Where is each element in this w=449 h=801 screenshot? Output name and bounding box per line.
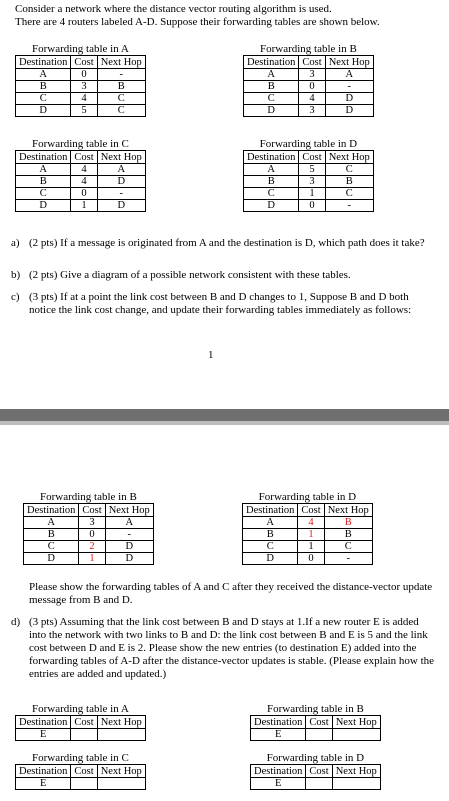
table-cell: - [325,200,373,212]
table-cell: A [24,517,79,529]
table-cell: - [97,69,145,81]
table-cell: E [16,778,71,790]
table-b-updated [23,491,154,565]
forwarding-table [250,715,381,741]
table-cell: 4 [71,176,97,188]
table-title: Forwarding table in D [259,138,358,150]
forwarding-table [15,150,146,212]
column-header: Next Hop [105,504,153,517]
table-d-new-entry [250,752,381,790]
question-label: d) [11,616,21,628]
table-row [243,553,373,565]
table-row [243,541,373,553]
question-label: c) [11,291,20,303]
table-cell: B [243,529,298,541]
page-separator [0,409,449,425]
table-cell: C [324,541,372,553]
intro-line-2: There are 4 routers labeled A-D. Suppose their forwarding tables are shown below. [15,16,380,28]
table-cell: C [325,164,373,176]
column-header: Cost [306,765,332,778]
table-cell: D [16,105,71,117]
table-cell: E [16,729,71,741]
table-b-initial [243,43,374,117]
table-cell: 0 [71,188,97,200]
table-cell: 4 [299,93,325,105]
table-cell: - [325,81,373,93]
table-cell: - [324,553,372,565]
table-d-initial [243,138,374,212]
column-header: Next Hop [325,56,373,69]
table-cell: 3 [299,176,325,188]
column-header: Destination [244,151,299,164]
table-row [243,517,373,529]
table-c-initial [15,138,146,212]
forwarding-table [243,150,374,212]
table-cell: A [16,69,71,81]
table-cell: B [325,176,373,188]
column-header: Cost [71,151,97,164]
question-b [11,269,436,282]
table-title: Forwarding table in B [39,491,137,503]
table-cell: C [325,188,373,200]
column-header: Cost [306,716,332,729]
table-cell: 3 [299,69,325,81]
after-update-instruction [29,581,434,607]
table-cell: E [251,778,306,790]
table-row [16,93,146,105]
table-cell: D [105,553,153,565]
table-row [16,729,146,741]
table-row [16,188,146,200]
table-row [16,200,146,212]
table-cell: 0 [299,200,325,212]
table-cell: D [97,176,145,188]
instruction-text: Please show the forwarding tables of A and C after they received the distance-vector update message from B and D. [29,581,433,606]
column-header: Next Hop [325,151,373,164]
table-title: Forwarding table in C [31,752,129,764]
table-cell: - [97,188,145,200]
table-title: Forwarding table in D [266,752,365,764]
column-header: Cost [298,504,324,517]
table-cell [306,729,332,741]
table-cell: A [244,69,299,81]
table-cell: B [16,81,71,93]
forwarding-table [250,764,381,790]
table-cell: 0 [299,81,325,93]
table-cell: - [105,529,153,541]
table-cell: D [325,105,373,117]
table-cell: D [105,541,153,553]
table-cell: B [244,176,299,188]
table-b-new-entry [250,703,381,741]
table-cell: A [105,517,153,529]
changed-value: 1 [298,529,324,541]
table-cell: D [97,200,145,212]
table-row [24,553,154,565]
table-cell: A [325,69,373,81]
table-title: Forwarding table in C [31,138,129,150]
table-row [244,176,374,188]
question-d [11,616,436,681]
table-cell: B [324,529,372,541]
table-row [16,176,146,188]
table-cell: B [97,81,145,93]
forwarding-table [242,503,373,565]
table-cell: 1 [298,541,324,553]
column-header: Next Hop [324,504,372,517]
table-cell: A [97,164,145,176]
column-header: Cost [299,56,325,69]
table-title: Forwarding table in B [259,43,357,55]
table-cell: 3 [299,105,325,117]
table-title: Forwarding table in D [258,491,357,503]
col-destination: Destination [16,56,71,69]
table-row [244,164,374,176]
table-cell: 3 [71,81,97,93]
table-cell: D [244,200,299,212]
forwarding-table [23,503,154,565]
table-cell: D [244,105,299,117]
table-row [244,69,374,81]
column-header: Cost [79,504,105,517]
table-row [244,105,374,117]
table-cell [97,778,145,790]
table-cell: C [16,93,71,105]
table-row [24,529,154,541]
table-cell: C [97,105,145,117]
table-d-updated [242,491,373,565]
table-cell: 4 [71,164,97,176]
table-cell: C [244,188,299,200]
column-header: Destination [243,504,298,517]
table-cell [71,729,97,741]
table-row [244,81,374,93]
table-row [16,105,146,117]
table-cell: C [243,541,298,553]
table-cell: B [16,176,71,188]
table-title: Forwarding table in B [266,703,364,715]
table-row [16,81,146,93]
table-cell: 3 [79,517,105,529]
changed-value: 4 [298,517,324,529]
forwarding-table [15,764,146,790]
column-header: Destination [24,504,79,517]
table-cell: 1 [299,188,325,200]
page-number: 1 [208,349,214,361]
table-cell: 0 [79,529,105,541]
question-text: (2 pts) If a message is originated from A and the destination is D, which path does it take? [29,237,425,249]
table-cell: 0 [298,553,324,565]
table-cell [332,729,380,741]
table-cell: A [243,517,298,529]
table-title: Forwarding table in A [31,43,129,55]
table-cell: A [244,164,299,176]
forwarding-table [15,715,146,741]
question-label: b) [11,269,21,281]
table-cell: C [97,93,145,105]
column-header: Next Hop [97,716,145,729]
table-cell: B [24,529,79,541]
document-page-2 [0,425,449,801]
table-cell: 0 [71,69,97,81]
table-row [243,529,373,541]
table-cell: D [325,93,373,105]
table-title: Forwarding table in A [31,703,129,715]
column-header: Destination [16,151,71,164]
column-header: Next Hop [97,765,145,778]
table-c-new-entry [15,752,146,790]
table-cell: D [16,200,71,212]
col-next-hop: Next Hop [97,56,145,69]
forwarding-table [243,55,374,117]
table-row [16,69,146,81]
column-header: Destination [16,716,71,729]
table-row [24,517,154,529]
table-row [244,200,374,212]
table-row [244,188,374,200]
table-cell: C [244,93,299,105]
forwarding-table [15,55,146,117]
table-row [16,778,146,790]
changed-value: B [324,517,372,529]
table-row [24,541,154,553]
table-row [16,164,146,176]
table-cell [332,778,380,790]
table-cell: D [243,553,298,565]
table-cell: 5 [299,164,325,176]
table-cell: 5 [71,105,97,117]
intro-line-1: Consider a network where the distance vector routing algorithm is used. [15,3,332,15]
col-cost: Cost [71,56,97,69]
table-a-new-entry [15,703,146,741]
table-row [244,93,374,105]
question-text: (3 pts) Assuming that the link cost between B and D stays at 1.If a new router E is added into the network with two links to B and D: the link cost between B and E is 5 and the link cost between D and E is 2. Please show the new entries (to destination E) added into the forwarding tables of A-D after the distance-vector updates is stable. (Please explain how the entries are added and updated.) [29,616,435,680]
column-header: Destination [244,56,299,69]
table-cell [97,729,145,741]
table-cell: C [24,541,79,553]
column-header: Destination [251,716,306,729]
table-row [251,778,381,790]
table-cell: E [251,729,306,741]
table-cell [71,778,97,790]
table-cell: D [24,553,79,565]
table-cell [306,778,332,790]
question-c [11,291,436,317]
table-row [251,729,381,741]
question-text: (2 pts) Give a diagram of a possible network consistent with these tables. [29,269,351,281]
changed-value: 1 [79,553,105,565]
column-header: Destination [16,765,71,778]
table-a-initial [15,43,146,117]
table-cell: A [16,164,71,176]
table-cell: 4 [71,93,97,105]
column-header: Destination [251,765,306,778]
question-label: a) [11,237,20,249]
column-header: Cost [71,765,97,778]
column-header: Cost [299,151,325,164]
changed-value: 2 [79,541,105,553]
question-a [11,237,436,250]
table-cell: C [16,188,71,200]
table-cell: B [244,81,299,93]
column-header: Next Hop [332,765,380,778]
table-cell: 1 [71,200,97,212]
question-text: (3 pts) If at a point the link cost between B and D changes to 1, Suppose B and D both notice the link cost change, and update their forwarding tables immediately as follows: [29,291,412,316]
column-header: Next Hop [332,716,380,729]
column-header: Cost [71,716,97,729]
column-header: Next Hop [97,151,145,164]
